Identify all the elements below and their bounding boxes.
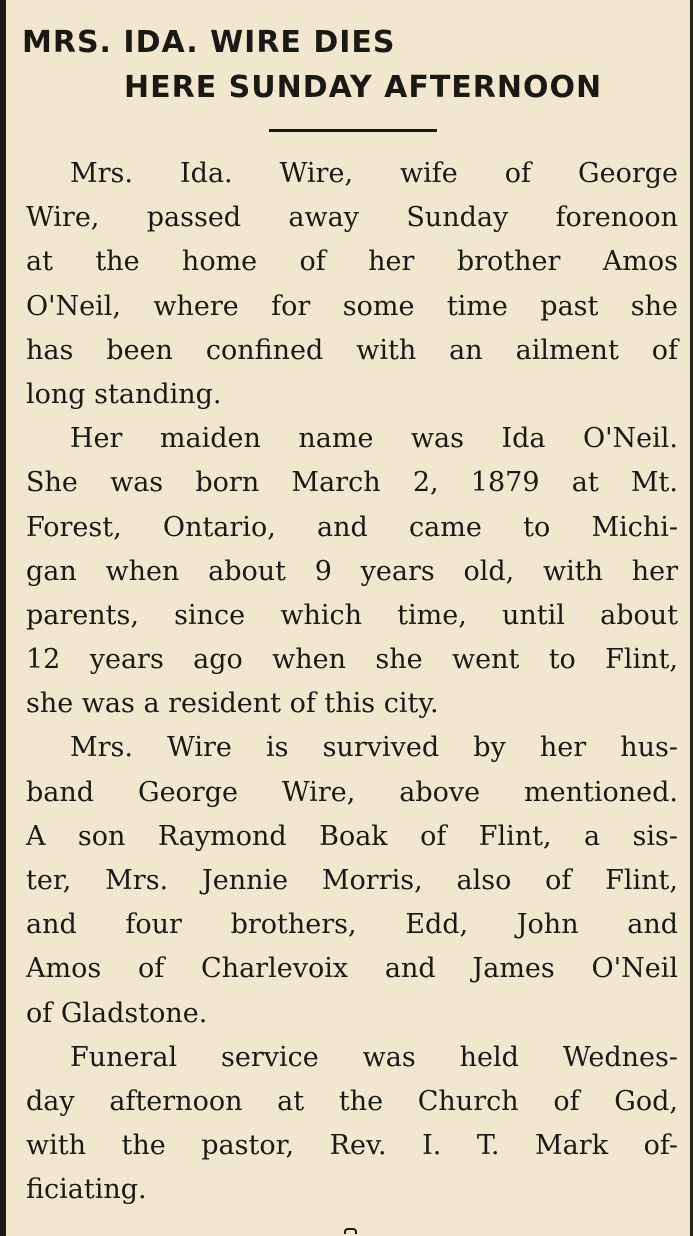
text-line: with the pastor, Rev. I. T. Mark of- <box>26 1130 678 1162</box>
text-line: has been confined with an ailment of <box>26 334 678 366</box>
text-line: she was a resident of this city. <box>26 688 439 720</box>
paragraph-4 <box>26 1036 678 1213</box>
text-line: gan when about 9 years old, with her <box>26 555 678 587</box>
text-line: Amos of Charlevoix and James O'Neil <box>26 953 678 985</box>
text-line: 12 years ago when she went to Flint, <box>26 644 678 676</box>
paragraph-2 <box>26 417 678 726</box>
next-article-fragment <box>344 1228 357 1234</box>
text-line: parents, since which time, until about <box>26 599 678 631</box>
text-line: She was born March 2, 1879 at Mt. <box>26 467 678 499</box>
text-line: Funeral service was held Wednes- <box>70 1041 678 1073</box>
text-line: band George Wire, above mentioned. <box>26 776 678 808</box>
text-line: and four brothers, Edd, John and <box>26 909 678 941</box>
text-line: long standing. <box>26 378 222 410</box>
text-line: ter, Mrs. Jennie Morris, also of Flint, <box>26 865 678 896</box>
text-line: ficiating. <box>26 1174 147 1206</box>
article-body <box>26 152 678 1213</box>
text-line: O'Neil, where for some time past she <box>26 290 678 322</box>
text-line: Her maiden name was Ida O'Neil. <box>70 423 678 455</box>
text-line: A son Raymond Boak of Flint, a sis- <box>26 820 678 852</box>
text-line: day afternoon at the Church of God, <box>26 1085 678 1117</box>
text-line: of Gladstone. <box>26 997 208 1029</box>
paragraph-1 <box>26 152 678 417</box>
text-line: Mrs. Ida. Wire, wife of George <box>70 158 678 189</box>
text-line: at the home of her brother Amos <box>26 246 678 278</box>
headline-line-2: HERE SUNDAY AFTERNOON <box>124 70 603 105</box>
text-line: Mrs. Wire is survived by her hus- <box>70 732 678 764</box>
headline-divider <box>269 129 437 132</box>
text-line: Forest, Ontario, and came to Michi- <box>26 511 678 543</box>
headline-line-1: MRS. IDA. WIRE DIES <box>22 25 396 60</box>
text-line: Wire, passed away Sunday forenoon <box>26 202 678 234</box>
paragraph-3 <box>26 726 678 1035</box>
